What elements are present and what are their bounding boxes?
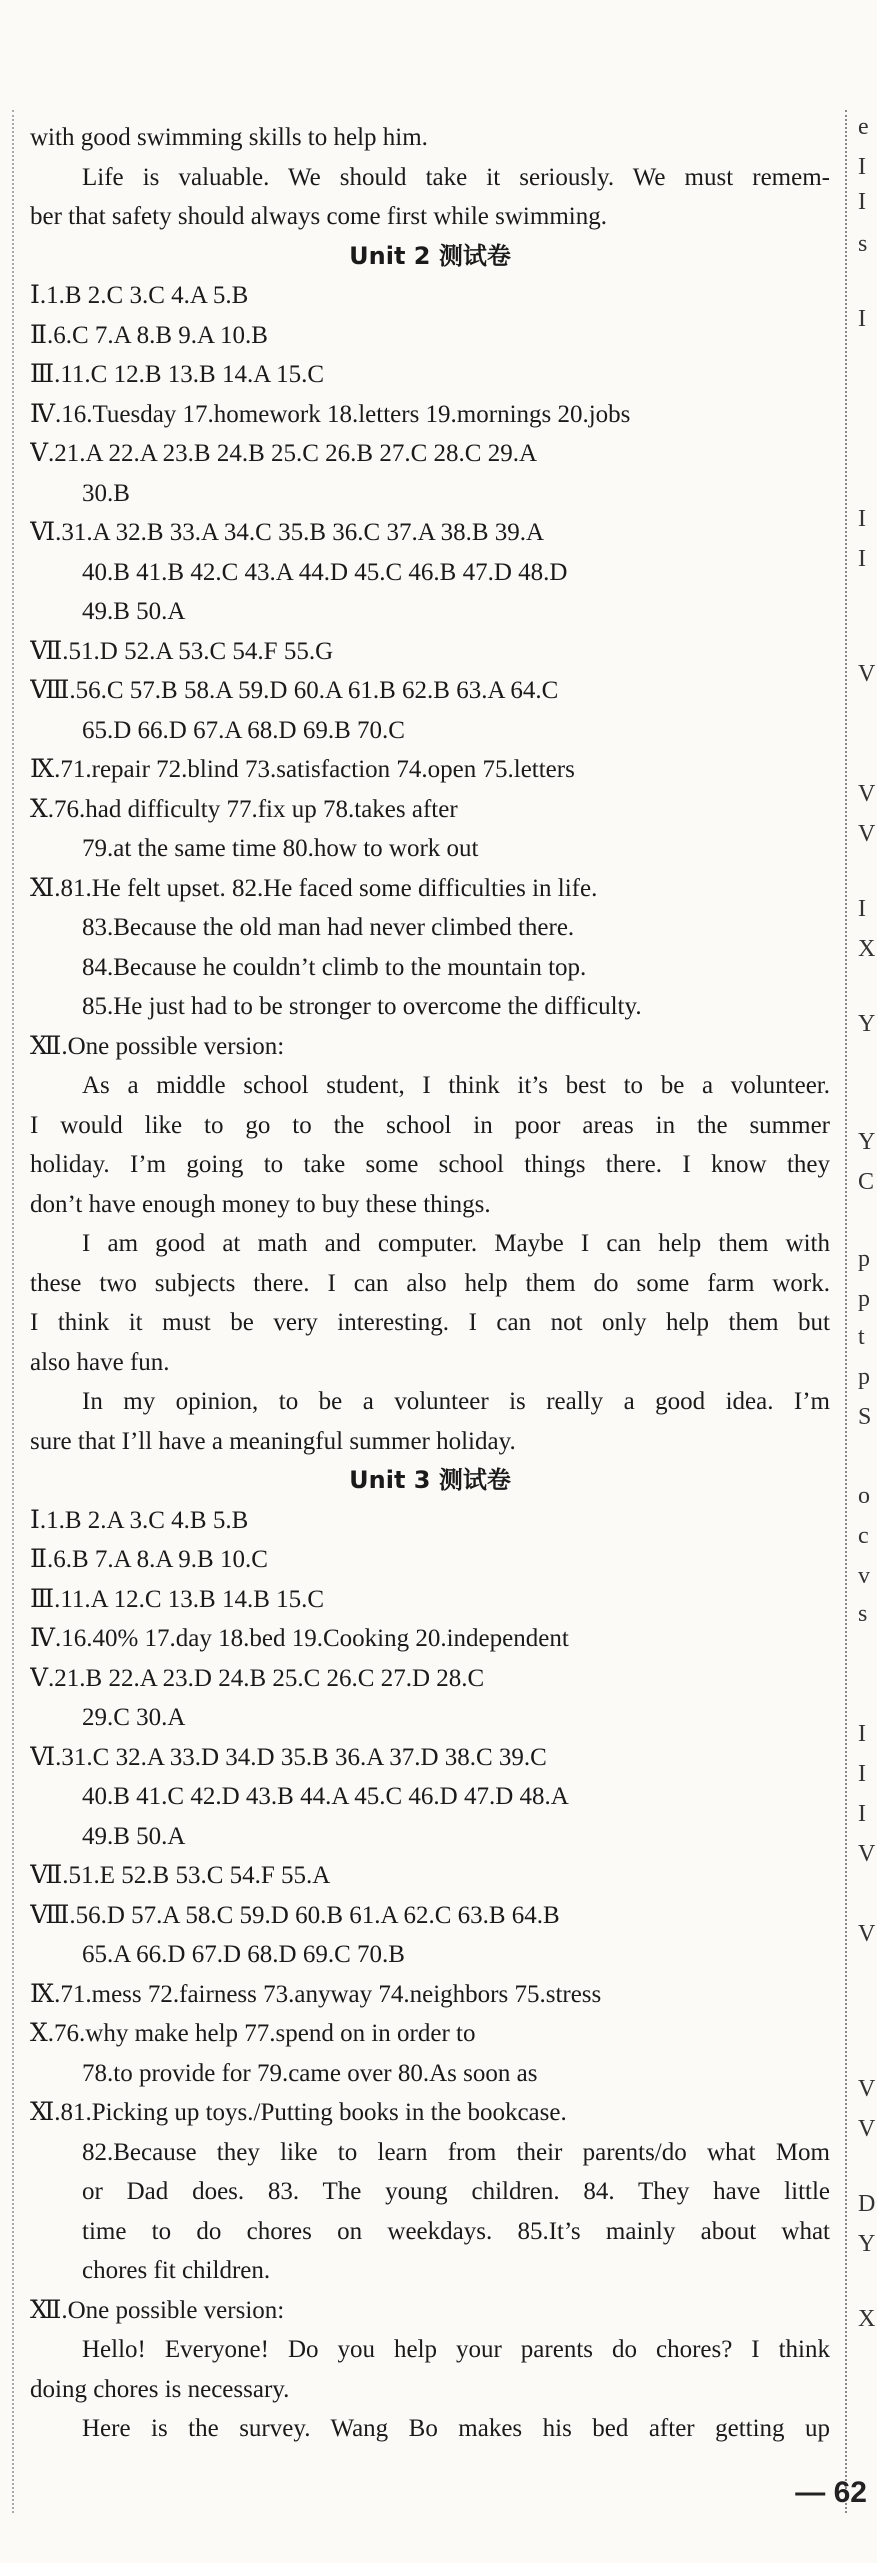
text-line: In my opinion, to be a volunteer is really a good idea. I’m xyxy=(82,1388,830,1415)
text-line: Ⅶ.51.D 52.A 53.C 54.F 55.G xyxy=(30,637,334,665)
text-line: chores fit children. xyxy=(82,2257,271,2284)
text-line: doing chores is necessary. xyxy=(30,2375,290,2403)
edge-glyph: c xyxy=(858,1523,869,1549)
text-line: 40.B 41.C 42.D 43.B 44.A 45.C 46.D 47.D 48.A xyxy=(82,1783,569,1810)
text-line: Ⅺ.81.He felt upset. 82.He faced some difficulties in life. xyxy=(30,874,598,902)
edge-glyph: V xyxy=(858,821,876,847)
edge-glyph: I xyxy=(858,189,866,215)
edge-glyph: p xyxy=(858,1286,870,1312)
text-line: 85.He just had to be stronger to overcome the difficulty. xyxy=(82,993,642,1020)
column-divider xyxy=(845,110,847,2513)
edge-glyph: o xyxy=(858,1483,870,1509)
edge-glyph: Y xyxy=(858,1129,876,1155)
text-line: As a middle school student, I think it’s best to be a volunteer. xyxy=(82,1072,830,1099)
text-line: Ⅴ.21.A 22.A 23.B 24.B 25.C 26.B 27.C 28.C 29.A xyxy=(30,440,538,467)
text-line: I think it must be very interesting. I can not only help them but xyxy=(30,1309,830,1336)
text-line: Ⅵ.31.C 32.A 33.D 34.D 35.B 36.A 37.D 38.C 39.C xyxy=(30,1743,547,1771)
text-line: Ⅰ.1.B 2.C 3.C 4.A 5.B xyxy=(30,282,249,309)
text-line: I am good at math and computer. Maybe I can help them with xyxy=(82,1230,830,1257)
text-line: 30.B xyxy=(82,479,130,507)
text-line: with good swimming skills to help him. xyxy=(30,124,428,151)
edge-glyph: I xyxy=(858,506,866,532)
text-line: these two subjects there. I can also help them do some farm work. xyxy=(30,1269,830,1297)
edge-glyph: X xyxy=(858,2306,876,2332)
edge-glyph: s xyxy=(858,231,868,257)
text-line: 78.to provide for 79.came over 80.As soon as xyxy=(82,2059,538,2087)
text-line: sure that I’ll have a meaningful summer holiday. xyxy=(30,1427,516,1455)
edge-glyph: V xyxy=(858,1841,876,1867)
text-line: Ⅹ.76.had difficulty 77.fix up 78.takes after xyxy=(30,795,458,823)
text-line: 82.Because they like to learn from their parents/do what Mom xyxy=(82,2138,830,2166)
text-line: ber that safety should always come first while swimming. xyxy=(30,203,607,230)
edge-glyph: V xyxy=(858,2116,876,2142)
section-heading: Unit 2 测试卷 xyxy=(349,241,511,270)
edge-glyph: Y xyxy=(858,2231,876,2257)
edge-glyph: v xyxy=(858,1563,870,1589)
text-line: Ⅴ.21.B 22.A 23.D 24.B 25.C 26.C 27.D 28.C xyxy=(30,1664,485,1692)
text-line: Ⅻ.One possible version: xyxy=(30,2296,285,2324)
text-line: Ⅱ.6.C 7.A 8.B 9.A 10.B xyxy=(30,321,268,349)
text-line: Ⅰ.1.B 2.A 3.C 4.B 5.B xyxy=(30,1506,249,1534)
edge-glyph: V xyxy=(858,661,876,687)
text-line: 83.Because the old man had never climbed there. xyxy=(82,914,575,941)
edge-glyph: I xyxy=(858,306,866,332)
edge-glyph: I xyxy=(858,1801,866,1827)
text-line: Ⅳ.16.Tuesday 17.homework 18.letters 19.mornings 20.jobs xyxy=(30,400,631,428)
answer-key-column xyxy=(30,118,830,2449)
edge-glyph: p xyxy=(858,1364,870,1390)
text-line: Ⅸ.71.mess 72.fairness 73.anyway 74.neighbors 75.stress xyxy=(30,1980,602,2008)
text-line: Ⅶ.51.E 52.B 53.C 54.F 55.A xyxy=(30,1862,331,1889)
text-line: Ⅱ.6.B 7.A 8.A 9.B 10.C xyxy=(30,1546,268,1573)
edge-glyph: s xyxy=(858,1601,868,1627)
edge-glyph: Y xyxy=(858,1011,876,1037)
text-line: Ⅲ.11.C 12.B 13.B 14.A 15.C xyxy=(30,361,325,388)
left-margin-rule xyxy=(12,110,14,2513)
text-line: Life is valuable. We should take it seriously. We must remem- xyxy=(82,163,830,191)
text-line: 49.B 50.A xyxy=(82,1822,186,1850)
edge-glyph: e xyxy=(858,114,869,140)
text-line: Ⅹ.76.why make help 77.spend on in order to xyxy=(30,2020,476,2047)
text-line: Ⅲ.11.A 12.C 13.B 14.B 15.C xyxy=(30,1585,325,1613)
edge-glyph: V xyxy=(858,1921,876,1947)
text-line: 79.at the same time 80.how to work out xyxy=(82,835,479,862)
edge-glyph: p xyxy=(858,1246,870,1272)
edge-glyph: I xyxy=(858,1721,866,1747)
text-line: don’t have enough money to buy these things. xyxy=(30,1190,491,1218)
text-line: Ⅷ.56.D 57.A 58.C 59.D 60.B 61.A 62.C 63.B 64.B xyxy=(30,1901,560,1929)
text-line: or Dad does. 83. The young children. 84. They have little xyxy=(82,2178,830,2205)
text-line: 65.D 66.D 67.A 68.D 69.B 70.C xyxy=(82,716,405,744)
text-line: holiday. I’m going to take some school things there. I know they xyxy=(30,1151,830,1178)
edge-glyph: t xyxy=(858,1324,865,1350)
text-line: 49.B 50.A xyxy=(82,598,186,625)
text-line: 65.A 66.D 67.D 68.D 69.C 70.B xyxy=(82,1941,405,1968)
text-line: Hello! Everyone! Do you help your parents do chores? I think xyxy=(82,2336,830,2363)
text-line: Ⅷ.56.C 57.B 58.A 59.D 60.A 61.B 62.B 63.A 64.C xyxy=(30,677,559,704)
edge-glyph: I xyxy=(858,154,866,180)
text-line: 29.C 30.A xyxy=(82,1704,186,1731)
edge-glyph: X xyxy=(858,936,876,962)
edge-glyph: I xyxy=(858,1761,866,1787)
text-line: Ⅺ.81.Picking up toys./Putting books in the bookcase. xyxy=(30,2099,567,2126)
text-line: I would like to go to the school in poor areas in the summer xyxy=(30,1111,830,1139)
edge-glyph: D xyxy=(858,2191,876,2217)
edge-glyph: V xyxy=(858,2076,876,2102)
text-line: Ⅳ.16.40% 17.day 18.bed 19.Cooking 20.independent xyxy=(30,1625,569,1652)
page-number: — 62 xyxy=(795,2476,867,2509)
edge-glyph: S xyxy=(858,1404,872,1430)
edge-glyph: C xyxy=(858,1169,875,1195)
text-line: Ⅵ.31.A 32.B 33.A 34.C 35.B 36.C 37.A 38.B 39.A xyxy=(30,519,545,546)
edge-glyph: I xyxy=(858,896,866,922)
text-line: Here is the survey. Wang Bo makes his bed after getting up xyxy=(82,2415,830,2442)
edge-glyph: I xyxy=(858,546,866,572)
section-heading: Unit 3 测试卷 xyxy=(349,1466,511,1494)
text-line: also have fun. xyxy=(30,1348,170,1376)
edge-glyph: V xyxy=(858,781,876,807)
text-line: Ⅸ.71.repair 72.blind 73.satisfaction 74.open 75.letters xyxy=(30,756,575,783)
text-line: Ⅻ.One possible version: xyxy=(30,1032,285,1060)
text-line: 84.Because he couldn’t climb to the mountain top. xyxy=(82,953,587,981)
text-line: 40.B 41.B 42.C 43.A 44.D 45.C 46.B 47.D 48.D xyxy=(82,558,568,586)
text-line: time to do chores on weekdays. 85.It’s mainly about what xyxy=(82,2217,830,2245)
